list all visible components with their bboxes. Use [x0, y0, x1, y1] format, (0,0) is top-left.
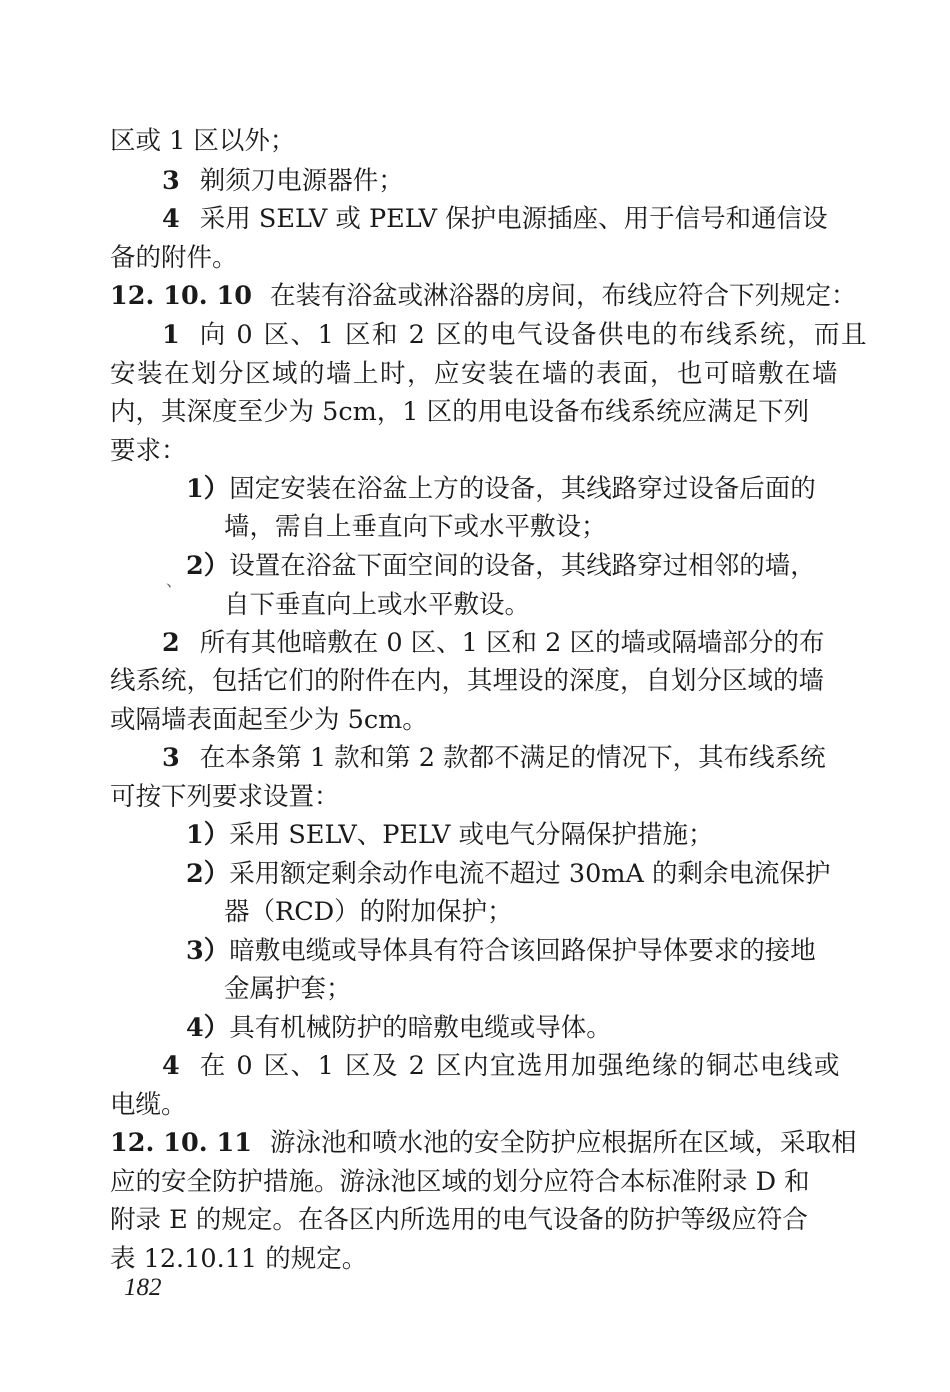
page-number: 182 — [124, 1274, 162, 1301]
stray-tick-mark: 、 — [166, 571, 183, 590]
text-line: 墙，需自上垂直向下或水平敷设； — [224, 512, 607, 542]
text-line: 表 12.10.11 的规定。 — [110, 1244, 368, 1274]
list-item: 1 向 0 区、1 区和 2 区的电气设备供电的布线系统，而且 — [162, 320, 868, 350]
text-line: 区或 1 区以外； — [110, 126, 296, 156]
clause-heading: 12. 10. 10 在装有浴盆或淋浴器的房间，布线应符合下列规定： — [110, 281, 857, 311]
text-line: 金属护套； — [224, 974, 352, 1004]
list-item: 3 在本条第 1 款和第 2 款都不满足的情况下，其布线系统 — [162, 743, 826, 773]
list-item: 4 在 0 区、1 区及 2 区内宜选用加强绝缘的铜芯电线或 — [162, 1051, 841, 1081]
sub-item-number: 1） — [186, 820, 230, 850]
sub-item: 2）设置在浴盆下面空间的设备，其线路穿过相邻的墙， — [186, 551, 816, 581]
sub-item: 3）暗敷电缆或导体具有符合该回路保护导体要求的接地 — [186, 936, 816, 966]
text-line: 内，其深度至少为 5cm，1 区的用电设备布线系统应满足下列 — [110, 397, 810, 427]
sub-item: 1）采用 SELV、PELV 或电气分隔保护措施； — [186, 820, 714, 850]
list-item: 4 采用 SELV 或 PELV 保护电源插座、用于信号和通信设 — [162, 204, 828, 234]
list-item: 2 所有其他暗敷在 0 区、1 区和 2 区的墙或隔墙部分的布 — [162, 628, 825, 658]
text-line: 应的安全防护措施。游泳池区域的划分应符合本标准附录 D 和 — [110, 1167, 810, 1197]
item-number: 3 — [162, 743, 180, 773]
clause-number: 12. 10. 10 — [110, 281, 252, 311]
item-number: 3 — [162, 166, 180, 196]
item-number: 4 — [162, 1051, 180, 1081]
sub-item-number: 2） — [186, 859, 230, 889]
text-line: 线系统，包括它们的附件在内，其埋设的深度，自划分区域的墙 — [110, 666, 825, 696]
clause-number: 12. 10. 11 — [110, 1128, 252, 1158]
sub-item-number: 1） — [186, 474, 230, 504]
text-line: 自下垂直向上或水平敷设。 — [224, 590, 531, 620]
sub-item-number: 2） — [186, 551, 230, 581]
item-number: 1 — [162, 320, 180, 350]
sub-item: 4）具有机械防护的暗敷电缆或导体。 — [186, 1013, 612, 1043]
text-line: 或隔墙表面起至少为 5cm。 — [110, 705, 428, 735]
text-line: 安装在划分区域的墙上时，应安装在墙的表面，也可暗敷在墙 — [110, 359, 840, 389]
sub-item-number: 3） — [186, 936, 230, 966]
list-item: 3 剃须刀电源器件； — [162, 166, 404, 196]
text-line: 电缆。 — [110, 1090, 187, 1120]
item-number: 4 — [162, 204, 180, 234]
sub-item: 1）固定安装在浴盆上方的设备，其线路穿过设备后面的 — [186, 474, 816, 504]
text-line: 附录 E 的规定。在各区内所选用的电气设备的防护等级应符合 — [110, 1205, 808, 1235]
text-line: 要求： — [110, 436, 187, 466]
text-line: 器（RCD）的附加保护； — [224, 897, 513, 927]
sub-item-number: 4） — [186, 1013, 230, 1043]
clause-heading: 12. 10. 11 游泳池和喷水池的安全防护应根据所在区域，采取相 — [110, 1128, 857, 1158]
text-line: 备的附件。 — [110, 243, 238, 273]
sub-item: 2）采用额定剩余动作电流不超过 30mA 的剩余电流保护 — [186, 859, 831, 889]
text-line: 可按下列要求设置： — [110, 782, 340, 812]
item-number: 2 — [162, 628, 180, 658]
